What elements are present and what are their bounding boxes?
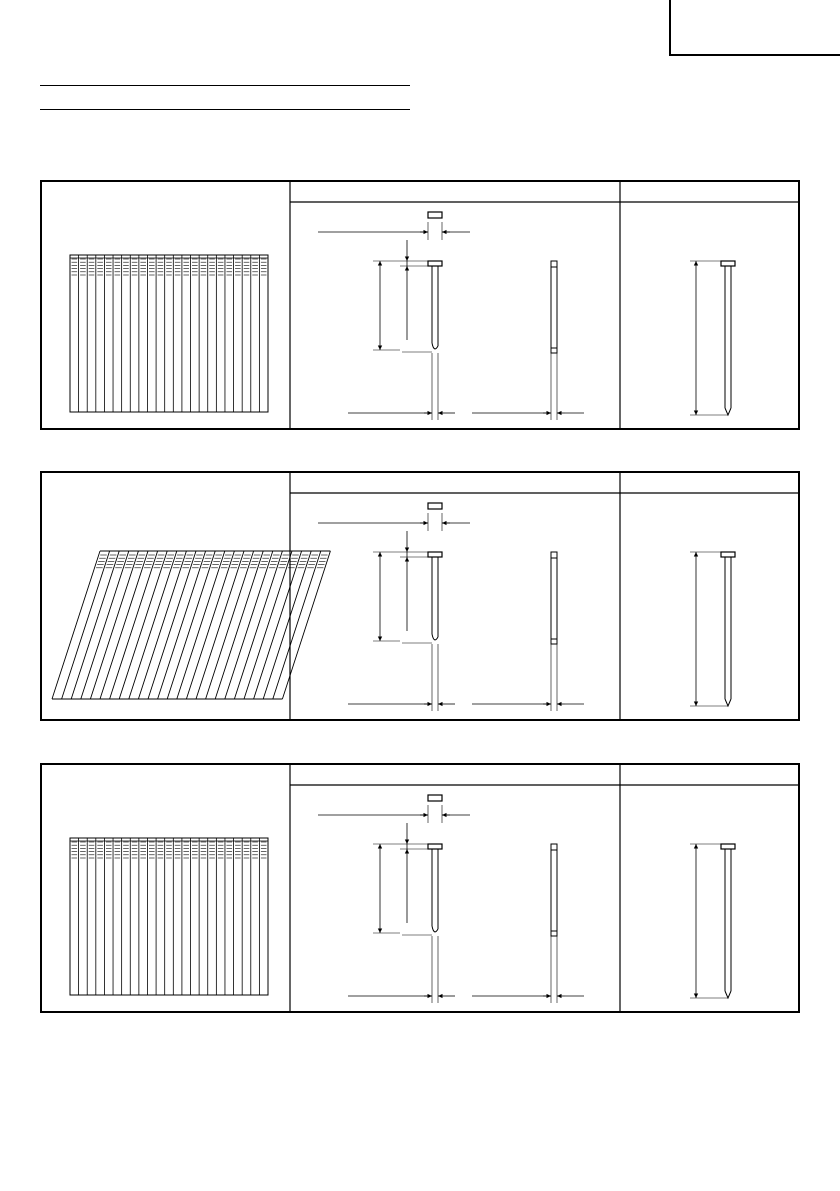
dimension-arrow-icon-head (427, 702, 432, 706)
nail-strip-divider (62, 551, 110, 699)
nail-figure-1 (40, 180, 800, 430)
nail-side-head-icon (551, 844, 557, 850)
nail-front-head-icon (428, 844, 442, 849)
nail-strip-divider (225, 551, 273, 699)
dimension-arrow-icon-head (557, 994, 562, 998)
nail-strip-icon (70, 255, 268, 412)
dimension-arrow-icon-head (423, 813, 428, 817)
dimension-arrow-icon-head (405, 557, 409, 562)
nail-front-tip-icon (432, 926, 438, 932)
dimension-arrow-icon-head (423, 230, 428, 234)
dimension-arrow-icon-head (557, 411, 562, 415)
dimension-arrow-icon-head (557, 702, 562, 706)
nail-strip-divider (129, 551, 177, 699)
nail-strip-icon (52, 551, 330, 699)
nail-strip-divider (167, 551, 215, 699)
nail-figure-2 (40, 471, 800, 721)
dimension-arrow-icon-head (378, 928, 382, 933)
nail-length-icon (690, 844, 735, 998)
nail-strip-divider (215, 551, 263, 699)
dimension-arrow-icon-head (378, 552, 382, 557)
nail-front-head-icon (428, 261, 442, 266)
nail-front-tip-icon (432, 343, 438, 349)
nail-front-head-icon (428, 552, 442, 557)
nail-figure-panel-2 (40, 471, 800, 721)
dimension-arrow-icon-head (694, 844, 698, 849)
nail-strip-divider (52, 551, 100, 699)
nail-front-tip-icon (432, 634, 438, 640)
dimension-arrow-icon-head (694, 410, 698, 415)
nail-length-tip-icon (725, 408, 731, 415)
nail-dimension-views (318, 795, 584, 1003)
nail-length-head-icon (721, 261, 735, 266)
nail-length-head-icon (721, 844, 735, 849)
nail-strip-divider (254, 551, 302, 699)
dimension-arrow-icon-head (442, 813, 447, 817)
nail-figure-panel-3 (40, 763, 800, 1013)
nail-head-top-view-icon (428, 503, 442, 509)
heading-underline-2 (40, 109, 410, 110)
dimension-arrow-icon-head (438, 411, 443, 415)
dimension-arrow-icon-head (378, 261, 382, 266)
nail-strip-icon (70, 838, 268, 995)
nail-strip-divider (100, 551, 148, 699)
nail-strip-divider (71, 551, 119, 699)
nail-length-tip-icon (725, 991, 731, 998)
dimension-arrow-icon-head (694, 993, 698, 998)
nail-strip-divider (263, 551, 311, 699)
dimension-arrow-icon-head (427, 411, 432, 415)
dimension-arrow-icon-head (546, 702, 551, 706)
nail-strip-divider (138, 551, 186, 699)
heading-underline-1 (40, 85, 410, 86)
dimension-arrow-icon-head (442, 521, 447, 525)
nail-strip-divider (244, 551, 292, 699)
figure-frame (41, 472, 799, 720)
dimension-arrow-icon-head (438, 702, 443, 706)
nail-figure-3 (40, 763, 800, 1013)
figure-frame (41, 181, 799, 429)
nail-strip-divider (110, 551, 158, 699)
nail-strip-outline (70, 838, 268, 995)
language-tab-box (669, 0, 840, 56)
dimension-arrow-icon-head (694, 261, 698, 266)
nail-dimension-views (318, 212, 584, 420)
nail-side-tip-icon (551, 639, 557, 644)
figure-frame (41, 764, 799, 1012)
nail-figure-panel-1 (40, 180, 800, 430)
dimension-arrow-icon-head (438, 994, 443, 998)
nail-strip-divider (273, 551, 321, 699)
nail-dimension-views (318, 503, 584, 711)
nail-strip-outline (70, 255, 268, 412)
dimension-arrow-icon-head (405, 266, 409, 271)
nail-strip-divider (90, 551, 138, 699)
nail-head-top-view-icon (428, 795, 442, 801)
nail-length-tip-icon (725, 699, 731, 706)
dimension-arrow-icon-head (378, 345, 382, 350)
nail-side-head-icon (551, 552, 557, 558)
nail-strip-divider (119, 551, 167, 699)
nail-length-icon (690, 261, 735, 415)
nail-side-tip-icon (551, 348, 557, 353)
dimension-arrow-icon-head (694, 701, 698, 706)
nail-length-icon (690, 552, 735, 706)
nail-length-head-icon (721, 552, 735, 557)
nail-strip-divider (186, 551, 234, 699)
dimension-arrow-icon-head (378, 636, 382, 641)
dimension-arrow-icon-head (423, 521, 428, 525)
nail-strip-divider (177, 551, 225, 699)
nail-strip-divider (148, 551, 196, 699)
dimension-arrow-icon-head (405, 849, 409, 854)
dimension-arrow-icon-head (694, 552, 698, 557)
nail-strip-divider (81, 551, 129, 699)
dimension-arrow-icon-head (378, 844, 382, 849)
nail-head-top-view-icon (428, 212, 442, 218)
dimension-arrow-icon-head (546, 994, 551, 998)
dimension-arrow-icon-head (427, 994, 432, 998)
nail-strip-divider (206, 551, 254, 699)
dimension-arrow-icon-head (405, 839, 409, 844)
nail-strip-divider (196, 551, 244, 699)
dimension-arrow-icon-head (405, 256, 409, 261)
nail-strip-divider (158, 551, 206, 699)
dimension-arrow-icon-head (546, 411, 551, 415)
dimension-arrow-icon-head (405, 547, 409, 552)
nail-side-head-icon (551, 261, 557, 267)
nail-strip-divider (234, 551, 282, 699)
dimension-arrow-icon-head (442, 230, 447, 234)
nail-side-tip-icon (551, 931, 557, 936)
